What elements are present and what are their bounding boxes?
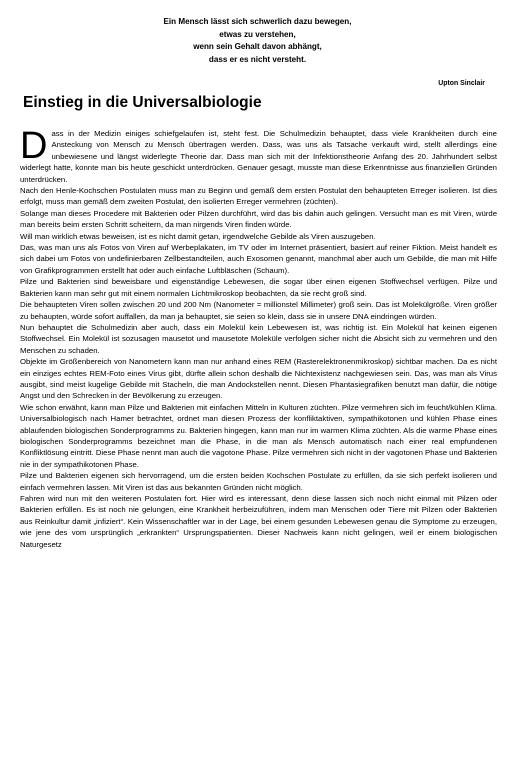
quote-author: Upton Sinclair	[438, 80, 485, 87]
paragraph: Pilze und Bakterien sind beweisbare und eigenständige Lebewesen, die sogar über einen eigenen Stoffwechsel verfügen. Pilze und Bakterien kann man sehr gut mit einem normalen Lichtmikroskop beobachten, da sie recht groß sind.	[20, 277, 497, 298]
paragraph-text: ass in der Medizin einiges schiefgelaufen ist, steht fest. Die Schulmedizin behauptet, dass viele Krankheiten durch eine Ansteckung von Mensch zu Mensch übertragen werden. Dass, was uns als Tatsache verkauft wird, stellt allerdings eine unbewiesene und längst widerlegte Theorie dar. Dass man sich mit der Infektionstheorie Anfang des 20. Jahrhundert selbst widerlegt hatte, konnte man bis heute geschickt unterdrücken. Genauer gesagt, musste man diese Erkenntnisse aus finanziellen Gründen unterdrücken.	[20, 129, 497, 184]
paragraph: Fahren wird nun mit den weiteren Postulaten fort. Hier wird es interessant, denn diese lassen sich noch nicht einmal mit Pilzen oder Bakterien erfüllen. Es ist noch nie gelungen, eine Krankheit herbeizuführen, indem man Menschen oder Tiere mit Pilzen oder Bakterien aus Reinkultur damit „infiziert“. Kein Wissenschaftler war in der Lage, bei einem gesunden Lebewesen genau die Symptome zu erzeugen, wie jene des vom ursprünglich „erkrankten“ Ursprungspatienten. Dieser Nachweis kann nicht gelingen, weil er einem biologischen Naturgesetz	[20, 494, 497, 549]
paragraph: Will man wirklich etwas beweisen, ist es nicht damit getan, irgendwelche Gebilde als Viren auszugeben.	[20, 231, 376, 241]
quote-line: wenn sein Gehalt davon abhängt,	[193, 42, 322, 52]
paragraph: Wie schon erwähnt, kann man Pilze und Bakterien mit einfachen Mitteln in Kulturen züchten. Pilze vermehren sich im feucht/kühlen Klima. Universalbiologisch nach Hamer betrachtet, ordnet man diesen Prozess der konfliktaktiven, sympathikotonen und kühlen Phase eines ablaufenden biologischen Sonderprogramms zu. Bakterien hingegen, kann man nur im warmen Klima züchten. Als die warme Phase eines biologischen Sonderprogramms bezeichnet man die Phase, in die man als Mensch automatisch nach einer real empfundenen Konfliktlösung eintritt. Diese Phase nennt man auch die vagotone Phase. Pilze vermehren sich nicht in der vagotonen Phase und Bakterien nie in der sympathikotonen Phase.	[20, 402, 497, 469]
paragraph: Pilze und Bakterien eigenen sich hervorragend, um die ersten beiden Kochschen Postulate zu erfüllen, da sie sich perfekt isolieren und einfach vermehren lassen. Mit Viren ist das aus bekannten Gründen nicht möglich.	[20, 471, 497, 492]
chapter-heading: Einstieg in die Universalbiologie	[23, 94, 262, 111]
paragraph: Nach den Henle-Kochschen Postulaten muss man zu Beginn und gemäß dem ersten Postulat den behaupteten Erreger isolieren. Ist dies erfolgt, muss man gemäß dem zweiten Postulat, den isolierten Erreger vermehren (züchten).	[20, 186, 497, 207]
paragraph: Objekte im Größenbereich von Nanometern kann man nur anhand eines REM (Rasterelektronenmikroskop) sichtbar machen. Da es nicht ein einziges echtes REM-Foto eines Virus gibt, dürfte allein schon deshalb die Nichtexistenz nachgewiesen sein. Das, was man als Virus ausgibt, sind meist kugelige Gebilde mit Stacheln, die man Andockstellen nennt. Diesen Phantasiegrafiken benutzt man dafür, die nötige Angst und den Schrecken in der Bevölkerung zu erzeugen.	[20, 357, 497, 401]
quote-line: Ein Mensch lässt sich schwerlich dazu bewegen,	[163, 17, 352, 26]
epigraph-quote	[30, 16, 485, 66]
paragraph	[20, 125, 497, 185]
paragraph: Die behaupteten Viren sollen zwischen 20 und 200 Nm (Nanometer = millionstel Millimeter) groß sein. Das ist Molekülgröße. Viren größer zu behaupten, würde sofort auffallen, da man ja behauptet, sie seien so klein, dass sie in unsere DNA eindringen würden.	[20, 300, 497, 321]
body-text	[20, 125, 497, 550]
paragraph: Nun behauptet die Schulmedizin aber auch, dass ein Molekül kein Lebewesen ist, was richtig ist. Ein Molekül hat keinen eigenen Stoffwechsel. Ein Molekül ist sozusagen mausetot und mausetote Moleküle verfolgen sicher nicht die Absicht sich zu vermehren und den Menschen zu schaden.	[20, 322, 497, 355]
quote-line: dass er es nicht versteht.	[208, 54, 307, 64]
paragraph: Solange man dieses Procedere mit Bakterien oder Pilzen durchführt, wird das bis dahin auch gelingen. Versucht man es mit Viren, würde man bereits beim ersten Schritt scheitern, da man nirgends Viren finden würde.	[20, 208, 497, 230]
quote-line: etwas zu verstehen,	[219, 29, 296, 39]
drop-cap: D	[20, 125, 48, 167]
paragraph: Das, was man uns als Fotos von Viren auf Werbeplakaten, im TV oder im Internet präsentiert, basiert auf reiner Fiktion. Meist handelt es sich dabei um Fotos von undefinierbaren Zellbestandteilen, auch Exosomen genannt, manchmal aber auch um Gebilde, die man mit Hilfe von Grafikprogrammen erstellt hat oder auch einfache Luftbläschen (Schaum).	[20, 243, 497, 275]
